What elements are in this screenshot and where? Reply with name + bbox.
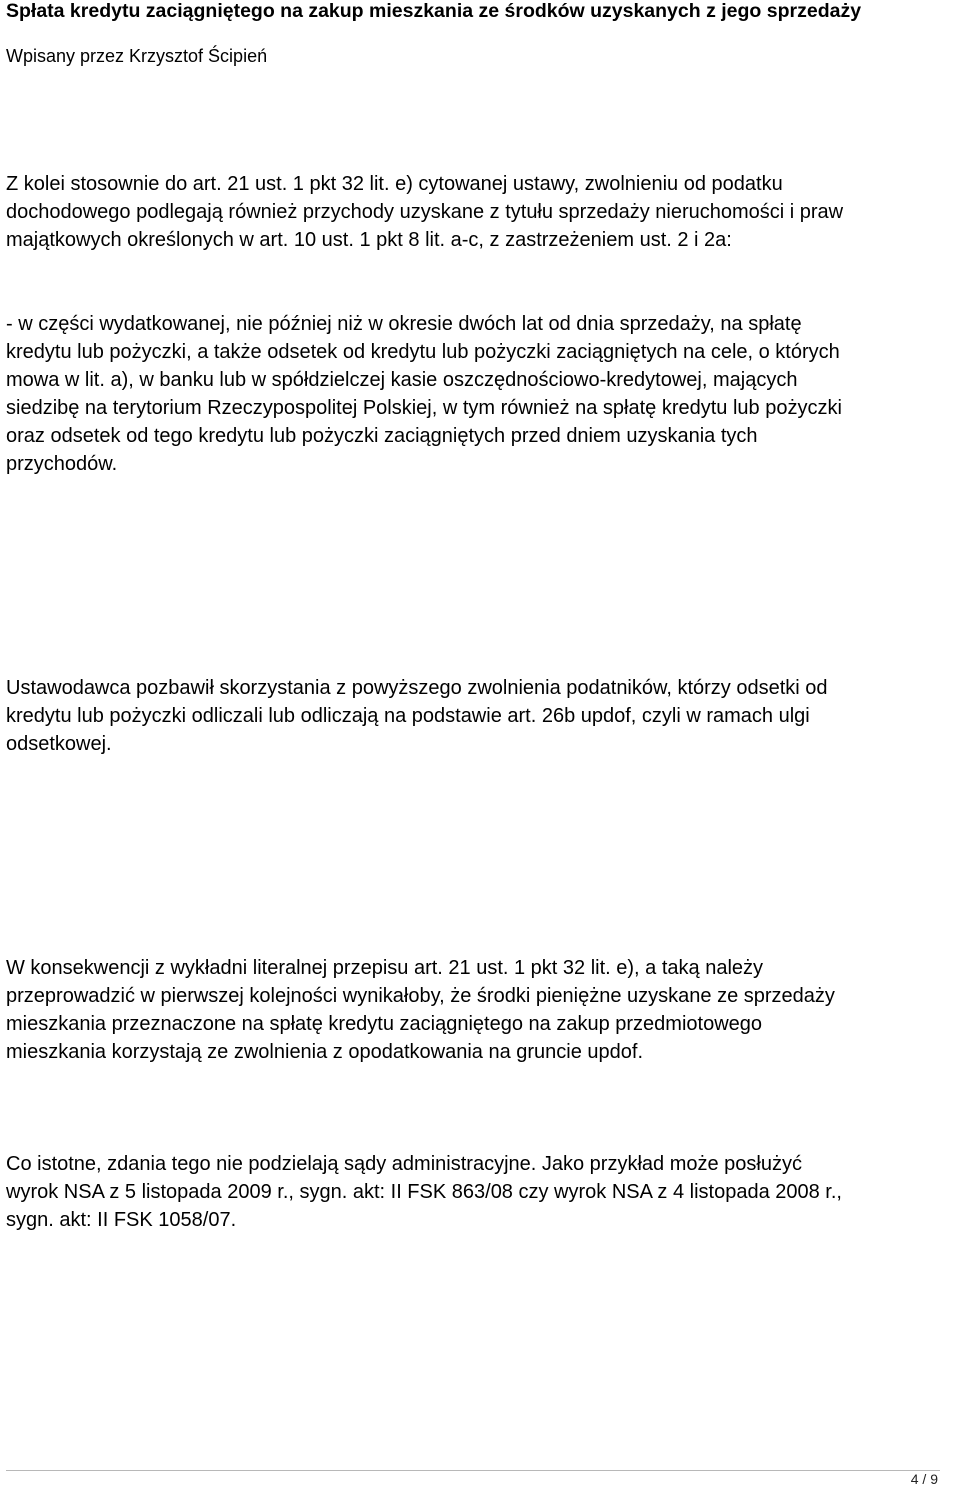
text-line: wyrok NSA z 5 listopada 2009 r., sygn. akt: II FSK 863/08 czy wyrok NSA z 4 listopada 2008 r., xyxy=(6,1181,842,1203)
text-line: odsetkowej. xyxy=(6,733,112,755)
text-line: przychodów. xyxy=(6,453,118,475)
text-line: mieszkania korzystają ze zwolnienia z opodatkowania na gruncie updof. xyxy=(6,1041,644,1063)
text-line: mowa w lit. a), w banku lub w spółdzielczej kasie oszczędnościowo-kredytowej, mających xyxy=(6,369,798,391)
text-line: siedzibę na terytorium Rzeczypospolitej Polskiej, w tym również na spłatę kredytu lub pożyczki xyxy=(6,397,842,419)
text-line: W konsekwencji z wykładni literalnej przepisu art. 21 ust. 1 pkt 32 lit. e), a taką należy xyxy=(6,957,764,979)
paragraph-legislator xyxy=(6,674,951,758)
paragraph-quoted-provision xyxy=(6,310,951,478)
text-line: dochodowego podlegają również przychody uzyskane z tytułu sprzedaży nieruchomości i praw xyxy=(6,201,844,223)
paragraph-exemption-rule xyxy=(6,170,951,254)
text-line: Co istotne, zdania tego nie podzielają sądy administracyjne. Jako przykład może posłużyć xyxy=(6,1153,802,1175)
paragraph-court-rulings xyxy=(6,1150,951,1234)
text-line: sygn. akt: II FSK 1058/07. xyxy=(6,1209,237,1231)
document-title: Spłata kredytu zaciągniętego na zakup mieszkania ze środków uzyskanych z jego sprzedaży xyxy=(6,0,862,22)
page-number: 4 / 9 xyxy=(910,1471,938,1487)
text-line: Ustawodawca pozbawił skorzystania z powyższego zwolnienia podatników, którzy odsetki od xyxy=(6,677,828,699)
text-line: kredytu lub pożyczki, a także odsetek od kredytu lub pożyczki zaciągniętych na cele, o których xyxy=(6,341,840,363)
text-line: mieszkania przeznaczone na spłatę kredytu zaciągniętego na zakup przedmiotowego xyxy=(6,1013,763,1035)
text-line: majątkowych określonych w art. 10 ust. 1 pkt 8 lit. a-c, z zastrzeżeniem ust. 2 i 2a: xyxy=(6,229,732,251)
text-line: - w części wydatkowanej, nie później niż w okresie dwóch lat od dnia sprzedaży, na spłatę xyxy=(6,313,802,335)
paragraph-consequence xyxy=(6,954,951,1066)
text-line: przeprowadzić w pierwszej kolejności wynikałoby, że środki pieniężne uzyskane ze sprzedaży xyxy=(6,985,835,1007)
text-line: Z kolei stosownie do art. 21 ust. 1 pkt 32 lit. e) cytowanej ustawy, zwolnieniu od podatku xyxy=(6,173,783,195)
text-line: kredytu lub pożyczki odliczali lub odliczają na podstawie art. 26b updof, czyli w ramach ulgi xyxy=(6,705,810,727)
text-line: oraz odsetek od tego kredytu lub pożyczki zaciągniętych przed dniem uzyskania tych xyxy=(6,425,758,447)
author-line: Wpisany przez Krzysztof Ścipień xyxy=(6,46,268,66)
footer-divider xyxy=(6,1470,940,1471)
